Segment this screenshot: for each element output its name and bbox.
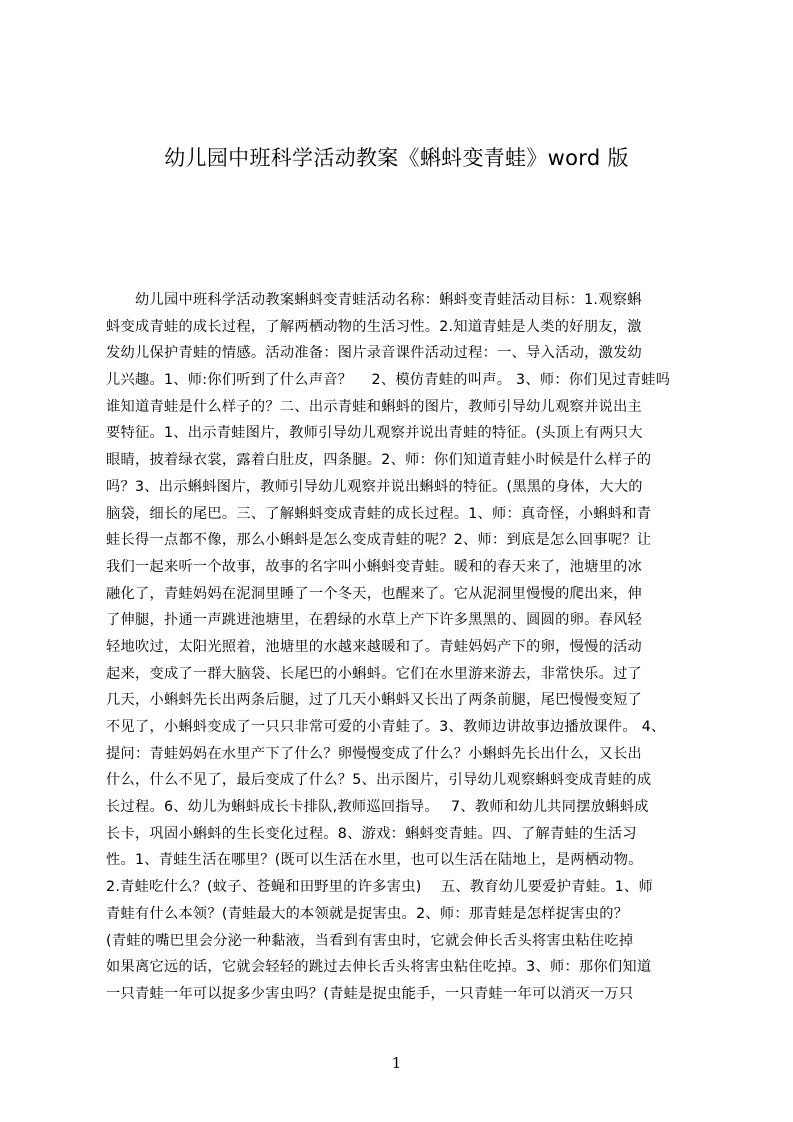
body-line: 如果离它远的话，它就会轻轻的跳过去伸长舌头将害虫粘住吃掉。3、师：那你们知道 [106,959,652,976]
body-line: 眼睛，披着绿衣裳，露着白肚皮，四条腿。2、师：你们知道青蛙小时候是什么样子的 [106,452,652,469]
body-line: 儿兴趣。1、师:你们听到了什么声音？ 2、模仿青蛙的叫声。 3、师：你们见过青蛙吗 [106,372,671,389]
body-line: 性。1、青蛙生活在哪里？(既可以生活在水里，也可以生活在陆地上，是两栖动物。 [106,852,643,869]
body-line: 长卡，巩固小蝌蚪的生长变化过程。8、游戏：蝌蚪变青蛙。四、了解青蛙的生活习 [106,825,637,842]
body-line: 轻地吹过，太阳光照着，池塘里的水越来越暖和了。青蛙妈妈产下的卵，慢慢的活动 [106,638,643,655]
body-line: 我们一起来听一个故事，故事的名字叫小蝌蚪变青蛙。暖和的春天来了，池塘里的冰 [106,558,643,575]
body-line: 一只青蛙一年可以捉多少害虫吗？(青蛙是捉虫能手，一只青蛙一年可以消灭一万只 [106,985,634,1002]
body-line: 蛙长得一点都不像，那么小蝌蚪是怎么变成青蛙的呢？2、师：到底是怎么回事呢？让 [106,532,652,549]
body-line: (青蛙的嘴巴里会分泌一种黏液，当看到有害虫时，它就会伸长舌头将害虫粘住吃掉 [106,932,634,949]
body-line: 长过程。6、幼儿为蝌蚪成长卡排队,教师巡回指导。 7、教师和幼儿共同摆放蝌蚪成 [106,799,649,816]
body-line: 吗？3、出示蝌蚪图片，教师引导幼儿观察并说出蝌蚪的特征。(黑黑的身体，大大的 [106,478,643,495]
body-line: 了伸腿，扑通一声跳进池塘里，在碧绿的水草上产下许多黑黑的、圆圆的卵。春风轻 [106,612,643,629]
page-number: 1 [391,1054,402,1072]
body-line: 融化了，青蛙妈妈在泥洞里睡了一个冬天，也醒来了。它从泥洞里慢慢的爬出来，伸 [106,585,643,602]
body-line: 什么，什么不见了，最后变成了什么？5、出示图片，引导幼儿观察蝌蚪变成青蛙的成 [106,772,652,789]
body-line: 发幼儿保护青蛙的情感。活动准备：图片录音课件活动过程：一、导入活动，激发幼 [106,345,643,362]
body-line: 几天，小蝌蚪先长出两条后腿，过了几天小蝌蚪又长出了两条前腿，尾巴慢慢变短了 [106,692,643,709]
document-body [106,287,698,1002]
body-line: 蚪变成青蛙的成长过程，了解两栖动物的生活习性。2.知道青蛙是人类的好朋友，激 [106,318,642,335]
body-line: 脑袋，细长的尾巴。三、了解蝌蚪变成青蛙的成长过程。1、师：真奇怪，小蝌蚪和青 [106,505,652,522]
body-line: 提问：青蛙妈妈在水里产下了什么？卵慢慢变成了什么？小蝌蚪先长出什么，又长出 [106,745,643,762]
body-line: 2.青蛙吃什么？(蚊子、苍蝇和田野里的许多害虫) 五、教育幼儿要爱护青蛙。1、师 [106,879,654,896]
body-line: 青蛙有什么本领？(青蛙最大的本领就是捉害虫。2、师：那青蛙是怎样捉害虫的？ [106,905,629,922]
body-line: 谁知道青蛙是什么样子的？二、出示青蛙和蝌蚪的图片，教师引导幼儿观察并说出主 [106,398,643,415]
document-title: 幼儿园中班科学活动教案《蝌蚪变青蛙》word 版 [164,146,629,170]
body-line: 不见了，小蝌蚪变成了一只只非常可爱的小青蛙了。3、教师边讲故事边播放课件。 4、 [106,719,666,735]
body-line: 起来，变成了一群大脑袋、长尾巴的小蝌蚪。它们在水里游来游去，非常快乐。过了 [106,665,643,682]
body-line: 要特征。1、出示青蛙图片，教师引导幼儿观察并说出青蛙的特征。(头顶上有两只大 [106,425,643,442]
body-line: 幼儿园中班科学活动教案蝌蚪变青蛙活动名称：蝌蚪变青蛙活动目标：1.观察蝌 [106,292,642,308]
